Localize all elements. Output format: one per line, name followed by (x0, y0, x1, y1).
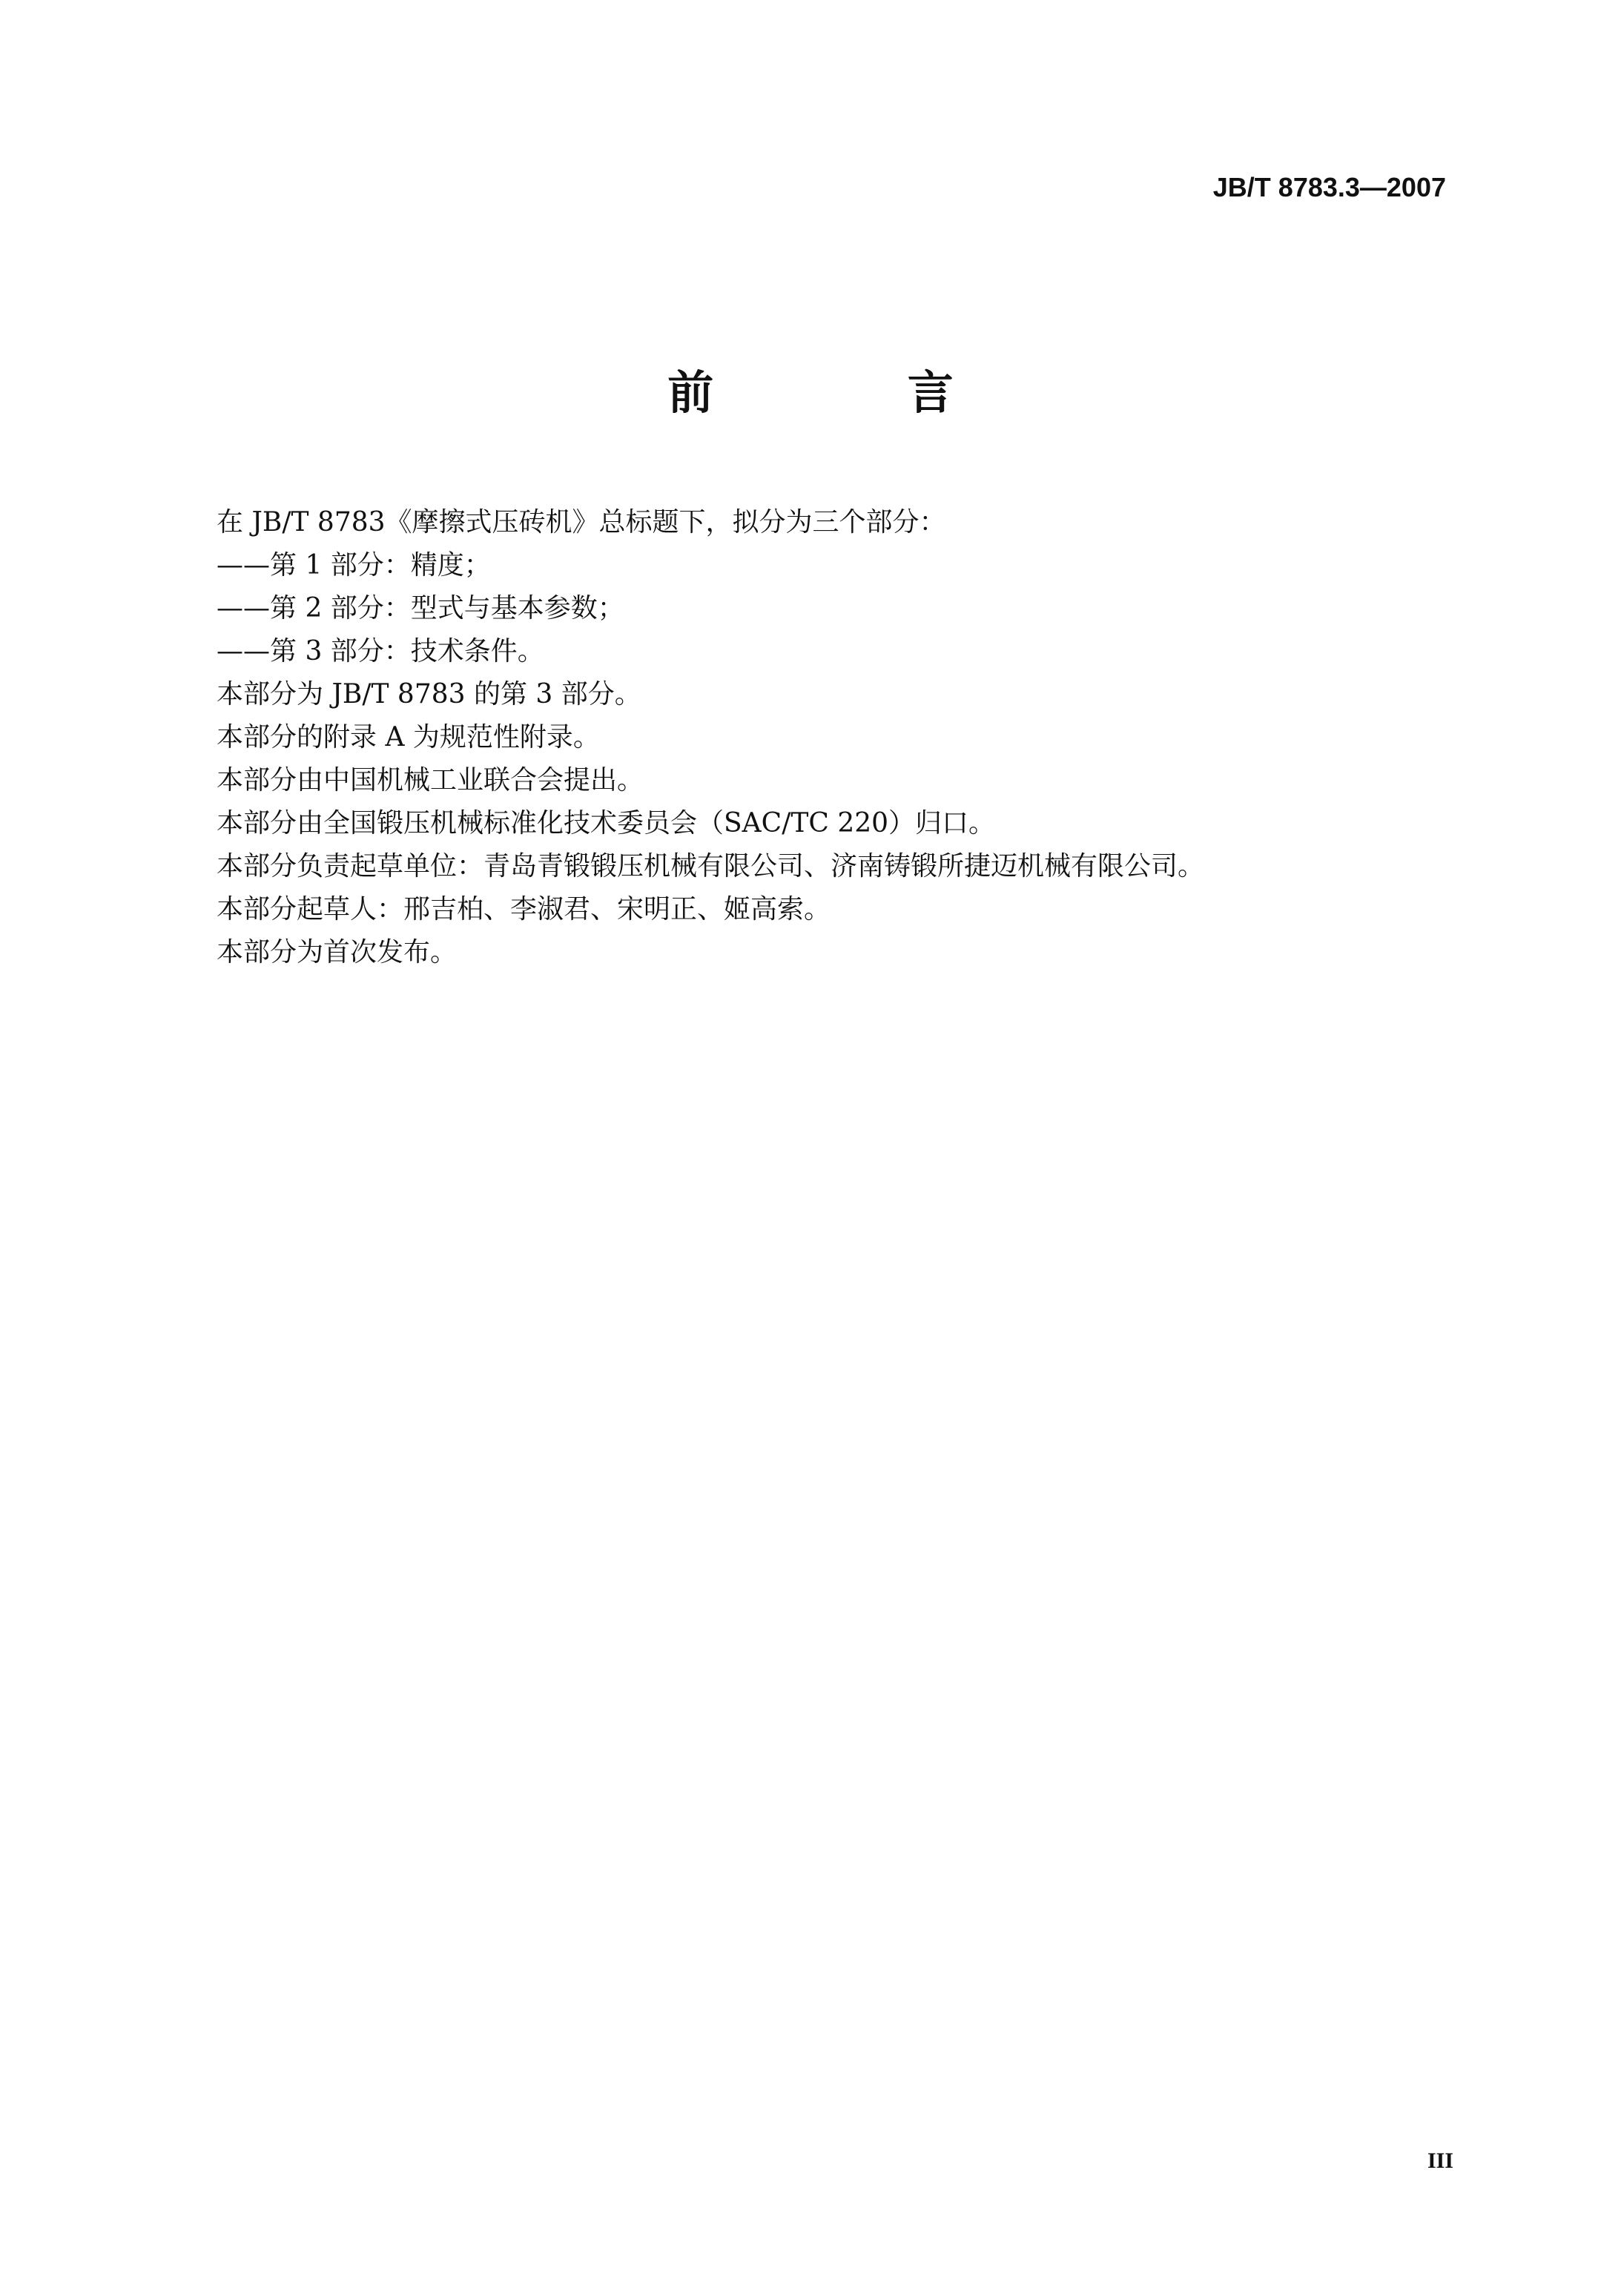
foreword-body (217, 501, 1403, 974)
foreword-line: 本部分为 JB/T 8783 的第 3 部分。 (217, 679, 641, 709)
foreword-line: 本部分负责起草单位：青岛青锻锻压机械有限公司、济南铸锻所捷迈机械有限公司。 (217, 851, 1205, 881)
foreword-line: 本部分为首次发布。 (217, 937, 458, 967)
page-title: 前 言 (667, 365, 1043, 420)
foreword-line: ——第 3 部分：技术条件。 (217, 636, 544, 666)
standard-number: JB/T 8783.3—2007 (1212, 172, 1446, 202)
foreword-line: 本部分由全国锻压机械标准化技术委员会（SAC/TC 220）归口。 (217, 808, 996, 838)
foreword-line: 本部分的附录 A 为规范性附录。 (217, 722, 600, 752)
foreword-line: 本部分由中国机械工业联合会提出。 (217, 765, 644, 795)
foreword-line: 本部分起草人：邢吉柏、李淑君、宋明正、姬高索。 (217, 894, 831, 924)
page-number: III (1427, 2148, 1453, 2173)
foreword-line: 在 JB/T 8783《摩擦式压砖机》总标题下，拟分为三个部分： (217, 507, 946, 537)
foreword-line: ——第 1 部分：精度； (217, 550, 491, 580)
foreword-line: ——第 2 部分：型式与基本参数； (217, 593, 624, 623)
